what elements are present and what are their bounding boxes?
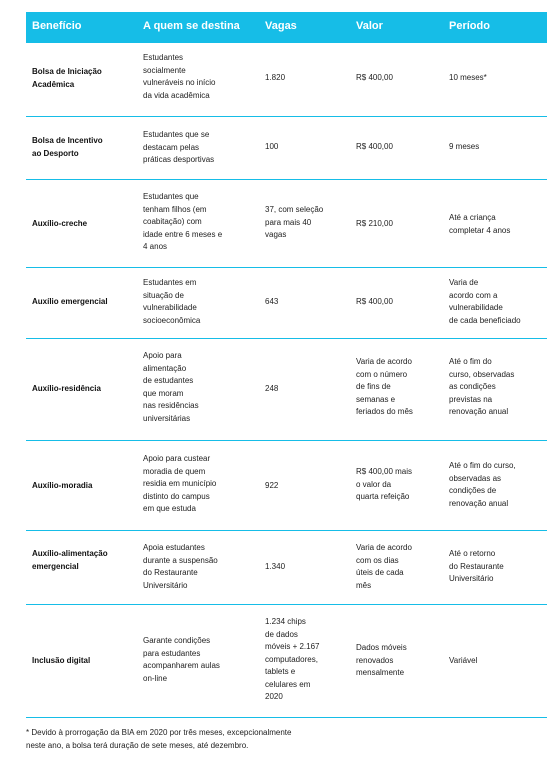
cell-vagas: 1.820	[265, 73, 286, 82]
cell-periodo: Varia de acordo com a vulnerabilidade de cada beneficiado	[449, 278, 521, 325]
cell-valor: R$ 400,00	[356, 73, 393, 82]
cell-vagas: 248	[265, 384, 279, 393]
cell-destina: Estudantes que se destacam pelas práticas desportivas	[143, 130, 215, 164]
cell-valor: R$ 400,00	[356, 297, 393, 306]
cell-vagas: 100	[265, 142, 279, 151]
cell-destina: Estudantes socialmente vulneráveis no início da vida acadêmica	[143, 53, 216, 100]
table-row	[26, 531, 547, 605]
cell-beneficio: Auxílio emergencial	[32, 297, 108, 306]
cell-destina: Estudantes em situação de vulnerabilidade socioeconômica	[143, 278, 201, 325]
cell-beneficio: Bolsa de Incentivo ao Desporto	[32, 136, 103, 158]
cell-periodo: Até o fim do curso, observadas as condições de renovação anual	[449, 461, 516, 508]
cell-periodo: Variável	[449, 656, 478, 665]
table-row	[26, 117, 547, 180]
cell-periodo: Até o retorno do Restaurante Universitário	[449, 549, 504, 583]
cell-periodo: 9 meses	[449, 142, 480, 151]
cell-destina: Estudantes que tenham filhos (em coabitação) com idade entre 6 meses e 4 anos	[143, 192, 223, 251]
cell-beneficio: Inclusão digital	[32, 656, 91, 665]
table-row	[26, 605, 547, 718]
cell-periodo: 10 meses*	[449, 73, 487, 82]
cell-periodo: Até o fim do curso, observadas as condições previstas na renovação anual	[449, 357, 515, 416]
cell-valor: R$ 400,00	[356, 142, 393, 151]
table-row	[26, 339, 547, 441]
cell-vagas: 922	[265, 481, 279, 490]
cell-valor: Varia de acordo com os dias úteis de cada mês	[356, 543, 412, 590]
cell-beneficio: Bolsa de Iniciação Acadêmica	[32, 67, 102, 89]
table-header	[26, 12, 547, 43]
table-row	[26, 43, 547, 117]
table-row	[26, 268, 547, 339]
cell-vagas: 1.234 chips de dados móveis + 2.167 computadores, tablets e celulares em 2020	[265, 617, 320, 701]
header-vagas: Vagas	[265, 20, 297, 32]
cell-destina: Garante condições para estudantes acompanharem aulas on-line	[143, 636, 220, 683]
cell-beneficio: Auxílio-residência	[32, 384, 101, 393]
header-valor: Valor	[356, 20, 383, 32]
footnote: * Devido à prorrogação da BIA em 2020 por três meses, excepcionalmente neste ano, a bolsa terá duração de sete meses, até dezembro.	[26, 728, 292, 750]
cell-valor: Dados móveis renovados mensalmente	[356, 643, 407, 677]
header-a-quem-se-destina: A quem se destina	[143, 20, 240, 32]
header-periodo: Período	[449, 20, 490, 32]
cell-valor: R$ 210,00	[356, 219, 393, 228]
header-beneficio: Benefício	[32, 20, 82, 32]
cell-valor: R$ 400,00 mais o valor da quarta refeição	[356, 467, 413, 501]
cell-destina: Apoio para custear moradia de quem residia em município distinto do campus em que estuda	[143, 454, 217, 513]
cell-beneficio: Auxílio-moradia	[32, 481, 93, 490]
cell-vagas: 37, com seleção para mais 40 vagas	[265, 205, 324, 239]
table-row	[26, 441, 547, 531]
cell-destina: Apoia estudantes durante a suspensão do Restaurante Universitário	[143, 543, 218, 590]
cell-vagas: 1.340	[265, 562, 286, 571]
cell-valor: Varia de acordo com o número de fins de semanas e feriados do mês	[356, 357, 413, 416]
table-row	[26, 180, 547, 268]
cell-beneficio: Auxílio-alimentação emergencial	[32, 549, 108, 571]
cell-destina: Apoio para alimentação de estudantes que moram nas residências universitárias	[143, 351, 199, 423]
benefits-table	[26, 12, 547, 718]
cell-periodo: Até a criança completar 4 anos	[449, 213, 511, 235]
cell-beneficio: Auxílio-creche	[32, 219, 88, 228]
cell-vagas: 643	[265, 297, 279, 306]
